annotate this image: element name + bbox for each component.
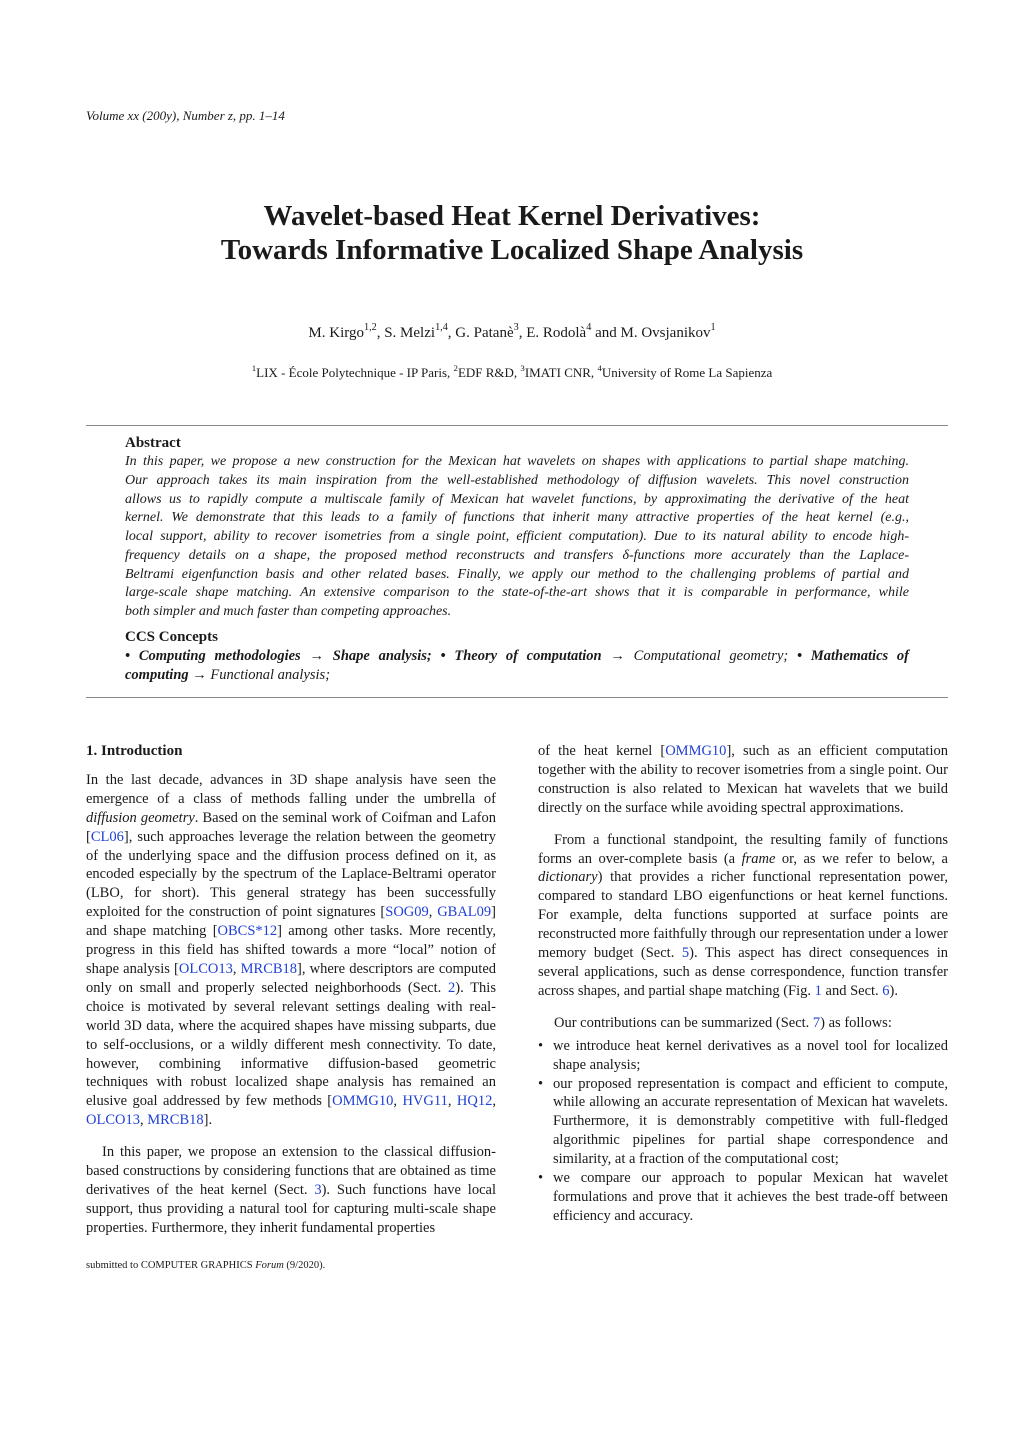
- journal-header: Volume xx (200y), Number z, pp. 1–14: [86, 108, 285, 123]
- author-affil-sup: 1: [710, 321, 716, 333]
- affiliation-list: [0, 362, 1024, 381]
- abstract-line: Our approach takes its main inspiration from the well-established methodology of diffusion wavelets. This novel construction: [125, 472, 909, 488]
- citation-link[interactable]: 7: [812, 1014, 821, 1031]
- ccs-segment: • Mathematics of: [796, 647, 910, 664]
- abstract-line: local support, ability to recover isometries from a single point, efficient computation). Due to its natural ability to encode high-: [125, 529, 909, 544]
- paragraph-text: In this paper, we propose an extension to the classical diffusion-based constructions by considering functions that are obtained as time derivatives of the heat kernel (Sect.: [86, 1144, 496, 1198]
- bullet-icon: •: [538, 1075, 544, 1092]
- abstract-block: [125, 434, 909, 685]
- ccs-segment: →: [610, 647, 634, 664]
- paragraph-text: . Based on the seminal work of Coifman and Lafon [: [86, 809, 496, 845]
- paragraph-text: frame: [741, 850, 776, 867]
- abstract-text: [125, 453, 909, 622]
- paragraph-text: ,: [428, 904, 438, 921]
- citation-link[interactable]: OMMG10: [332, 1093, 394, 1110]
- ccs-segment: → Functional analysis;: [192, 666, 331, 683]
- abstract-line: In this paper, we propose a new construction for the Mexican hat wavelets on shapes with applications to partial shape matching.: [125, 454, 909, 469]
- footer-note: [86, 1260, 325, 1271]
- paragraph-text: and Sect.: [821, 982, 883, 999]
- contribution-item: [538, 1037, 948, 1075]
- paragraph-text: ,: [232, 960, 241, 977]
- intro-paragraph-3: [538, 742, 948, 818]
- paragraph-text: ). Such functions have local support, thus providing a natural tool for capturing multi-scale shape properties. Furthermore, they inherit fundamental properties: [86, 1181, 496, 1236]
- bottom-divider: [86, 697, 948, 698]
- left-column: [86, 742, 496, 1251]
- author-affil-sup: 4: [586, 321, 592, 333]
- abstract-line: frequency details on a shape, the proposed method reconstructs and transfers δ-functions more accurately than the Laplace-: [125, 547, 909, 563]
- paragraph-text: Our contributions can be summarized (Sect.: [554, 1014, 813, 1031]
- paragraph-text: ). This choice is motivated by several relevant settings dealing with real-world 3D data, where the acquired shapes have missing subparts, due to self-occlusions, or a wildly different mesh connectivity. To date, however, combining informative diffusion-based geometric techniques with robust localized shape analysis has remained an elusive goal addressed by few methods [: [86, 979, 496, 1110]
- paragraph-text: From a functional standpoint, the resulting family of functions forms an over-complete basis (a: [538, 831, 948, 867]
- ccs-concepts-line-2: [125, 666, 909, 685]
- top-divider: [86, 425, 948, 426]
- intro-paragraph-2: [86, 1143, 496, 1238]
- contribution-item: [538, 1075, 948, 1170]
- abstract-line: large-scale shape matching. An extensive comparison to the state-of-the-art shows that it is comparable in performance, while: [125, 585, 909, 601]
- author-affil-sup: 1,2: [363, 321, 377, 333]
- ccs-concepts-line-1: [125, 647, 909, 666]
- citation-link[interactable]: OBCS*12: [217, 923, 278, 940]
- ccs-segment: Shape analysis;: [332, 647, 441, 664]
- citation-link[interactable]: 6: [882, 982, 890, 999]
- citation-link[interactable]: 2: [448, 979, 456, 996]
- paragraph-text: diffusion geometry: [86, 809, 195, 826]
- author-affil-sup: 3: [513, 321, 519, 333]
- paragraph-text: ).: [889, 982, 899, 999]
- paragraph-text: dictionary: [538, 869, 598, 886]
- abstract-line: allows us to rapidly compute a multiscale family of Mexican hat wavelet functions, by approximating the derivative of the heat: [125, 491, 909, 507]
- paragraph-text: ], such approaches leverage the relation between the geometry of the underlying space and the diffusion process defined on it, as encoded especially by the spectrum of the Laplace-Beltrami operator (LBO, for short). This general strategy has been successfully exploited for the construction of point signatures [: [86, 828, 496, 921]
- intro-paragraph-5: [538, 1014, 948, 1033]
- abstract-heading: Abstract: [125, 435, 181, 451]
- bullet-icon: •: [538, 1170, 544, 1187]
- citation-link[interactable]: 1: [814, 982, 822, 999]
- intro-paragraph-1: [86, 771, 496, 1130]
- paper-title-line-2: Towards Informative Localized Shape Analysis: [220, 234, 804, 266]
- paragraph-text: ,: [492, 1093, 496, 1110]
- affiliation-sup: 4: [597, 362, 602, 373]
- abstract-line: kernel. We demonstrate that this leads to a family of functions that inherit many attractive properties of the heat kernel (e.g.,: [125, 510, 909, 526]
- footer-suffix: (9/2020).: [283, 1260, 326, 1271]
- paragraph-text: ,: [393, 1093, 403, 1110]
- paragraph-text: ,: [139, 1112, 148, 1129]
- citation-link[interactable]: SOG09: [385, 904, 429, 921]
- citation-link[interactable]: MRCB18: [147, 1112, 204, 1129]
- ccs-heading: CCS Concepts: [125, 628, 218, 645]
- ccs-segment: • Theory of computation: [440, 647, 611, 664]
- author-name: G. Patanè: [455, 325, 514, 341]
- author-list: [0, 321, 1024, 342]
- paper-title-line-1: Wavelet-based Heat Kernel Derivatives:: [263, 200, 761, 232]
- author-name: S. Melzi: [384, 325, 436, 341]
- contribution-list: [538, 1037, 948, 1226]
- paragraph-text: ) that provides a richer functional representation power, compared to standard LBO eigenfunctions or heat kernel functions. For example, delta functions supported at surface points are reconstructed more faithfully through our representation under a lower memory budget (Sect.: [538, 869, 948, 962]
- affiliation-sup: 3: [520, 362, 525, 373]
- affiliation-text: EDF R&D,: [457, 365, 521, 380]
- citation-link[interactable]: CL06: [90, 828, 124, 845]
- author-separator: ,: [518, 325, 527, 341]
- footer-forum: Forum: [255, 1260, 284, 1271]
- author-separator: ,: [447, 325, 456, 341]
- contribution-text: our proposed representation is compact and efficient to compute, while allowing an accurate representation of Mexican hat wavelets. Furthermore, it is demonstrably competitive with full-fledged algorithmic pipelines for partial shape correspondence and similarity, at a fraction of the computational cost;: [553, 1075, 948, 1168]
- paragraph-text: In the last decade, advances in 3D shape analysis have seen the emergence of a class of methods falling under the umbrella of: [86, 771, 496, 807]
- bullet-icon: •: [538, 1037, 544, 1054]
- affiliation-sup: 1: [251, 362, 257, 373]
- author-affil-sup: 1,4: [435, 321, 448, 333]
- author-name: E. Rodolà: [526, 325, 587, 341]
- paragraph-text: ) as follows:: [820, 1014, 892, 1031]
- paragraph-text: ], such as an efficient computation together with the ability to recover isometries from a single point. Our construction is also related to Mexican hat wavelets that we build directly on the surface while avoiding spectral approximations.: [538, 743, 948, 816]
- paragraph-text: of the heat kernel [: [538, 743, 666, 759]
- ccs-segment: computing: [125, 666, 193, 683]
- paragraph-text: or, as we refer to below, a: [775, 850, 948, 867]
- citation-link[interactable]: HVG11: [402, 1093, 448, 1110]
- affiliation-text: LIX - École Polytechnique - IP Paris,: [256, 365, 454, 380]
- citation-link[interactable]: OLCO13: [86, 1112, 140, 1129]
- ccs-segment: • Computing methodologies: [125, 647, 310, 664]
- affiliation-sup: 2: [453, 362, 458, 373]
- paragraph-text: ,: [447, 1093, 457, 1110]
- paragraph-text: ], where descriptors are computed only on small and properly selected neighborhoods (Sect.: [86, 960, 497, 996]
- ccs-segment: →: [309, 647, 333, 664]
- author-separator: and: [591, 325, 621, 341]
- abstract-line: both simpler and much faster than competing approaches.: [125, 604, 452, 619]
- abstract-line: Beltrami eigenfunction basis and other related bases. Finally, we apply our method to the challenging problems of partial and: [125, 566, 909, 582]
- citation-link[interactable]: 3: [314, 1181, 322, 1198]
- intro-paragraph-4: [538, 831, 948, 1001]
- author-separator: ,: [376, 325, 385, 341]
- citation-link[interactable]: OLCO13: [178, 960, 233, 977]
- contribution-text: we introduce heat kernel derivatives as a novel tool for localized shape analysis;: [553, 1037, 948, 1073]
- paragraph-text: ] and shape matching [: [86, 904, 497, 940]
- paragraph-text: ] among other tasks. More recently, progress in this field has shifted towards a more “local” notion of shape analysis [: [86, 923, 496, 977]
- contribution-text: we compare our approach to popular Mexican hat wavelet formulations and prove that it achieves the best trade-off between efficiency and accuracy.: [553, 1170, 948, 1224]
- citation-link[interactable]: 5: [681, 945, 690, 962]
- affiliation-text: University of Rome La Sapienza: [601, 365, 773, 380]
- citation-link[interactable]: MRCB18: [240, 960, 298, 977]
- author-name: M. Kirgo: [308, 325, 364, 341]
- contribution-item: [538, 1169, 948, 1226]
- citation-link[interactable]: GBAL09: [437, 904, 492, 921]
- footer-prefix: submitted to COMPUTER GRAPHICS: [86, 1260, 256, 1271]
- section-heading-introduction: 1. Introduction: [86, 743, 183, 759]
- affiliation-text: IMATI CNR,: [524, 365, 598, 380]
- citation-link[interactable]: OMMG10: [665, 743, 727, 759]
- paragraph-text: ). This aspect has direct consequences in several applications, such as dense correspondence, function transfer across shapes, and partial shape matching (Fig.: [538, 945, 948, 999]
- right-column: [538, 742, 948, 1226]
- paragraph-text: ].: [203, 1112, 213, 1129]
- citation-link[interactable]: HQ12: [456, 1093, 493, 1110]
- ccs-segment: Computational geometry;: [633, 647, 797, 664]
- author-name: M. Ovsjanikov: [620, 325, 711, 341]
